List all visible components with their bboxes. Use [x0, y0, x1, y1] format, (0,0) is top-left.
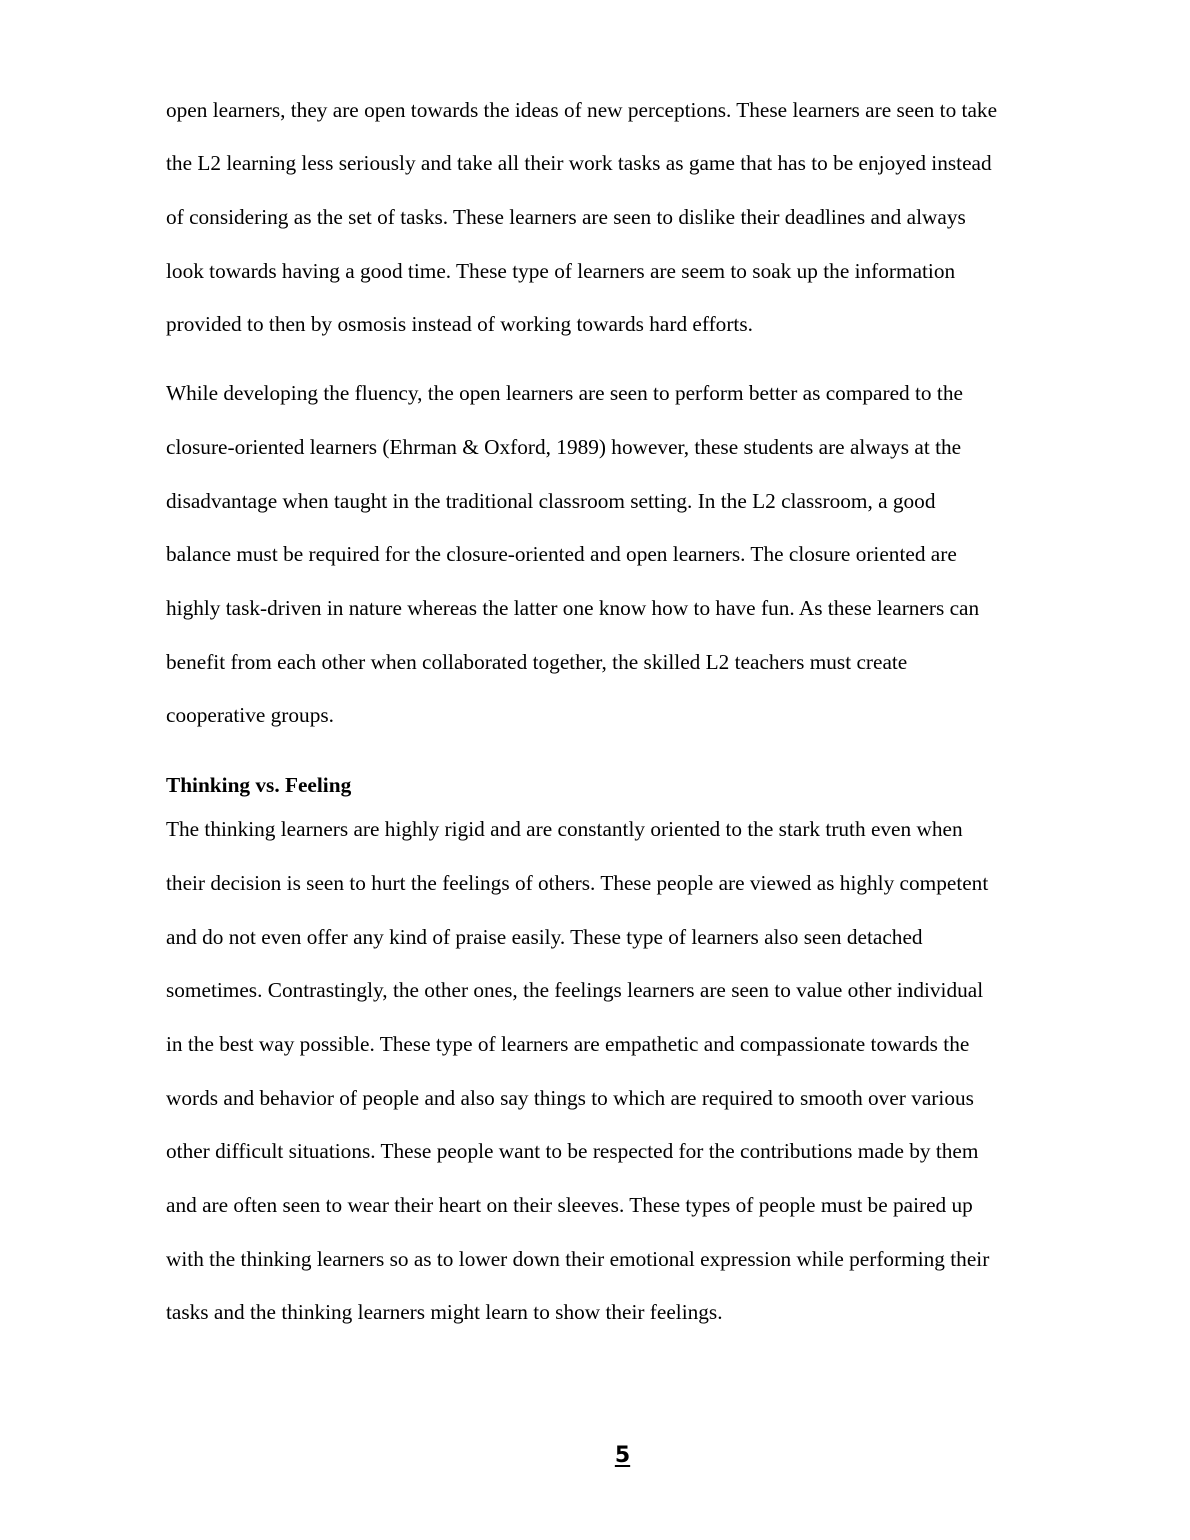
text-line: The thinking learners are highly rigid and are constantly oriented to the stark truth even when: [166, 817, 963, 841]
text-line: in the best way possible. These type of learners are empathetic and compassionate towards the: [166, 1032, 970, 1056]
text-line: their decision is seen to hurt the feelings of others. These people are viewed as highly competent: [166, 871, 989, 895]
text-line: and do not even offer any kind of praise easily. These type of learners also seen detached: [166, 925, 923, 949]
text-line: highly task-driven in nature whereas the latter one know how to have fun. As these learners can: [166, 596, 980, 620]
text-line: tasks and the thinking learners might learn to show their feelings.: [166, 1300, 723, 1324]
text-line: While developing the fluency, the open learners are seen to perform better as compared to the: [166, 381, 963, 405]
text-line: disadvantage when taught in the traditional classroom setting. In the L2 classroom, a good: [166, 489, 936, 513]
section-heading: Thinking vs. Feeling: [166, 773, 352, 797]
text-line: closure-oriented learners (Ehrman & Oxford, 1989) however, these students are always at the: [166, 435, 962, 459]
text-line: cooperative groups.: [166, 703, 334, 727]
text-line: benefit from each other when collaborated together, the skilled L2 teachers must create: [166, 650, 908, 674]
text-line: other difficult situations. These people want to be respected for the contributions made by them: [166, 1139, 979, 1163]
text-line: look towards having a good time. These type of learners are seem to soak up the information: [166, 259, 956, 283]
text-line: with the thinking learners so as to lower down their emotional expression while performing their: [166, 1247, 990, 1271]
text-line: the L2 learning less seriously and take all their work tasks as game that has to be enjoyed instead: [166, 151, 992, 175]
text-line: open learners, they are open towards the ideas of new perceptions. These learners are seen to take: [166, 98, 998, 122]
text-line: sometimes. Contrastingly, the other ones, the feelings learners are seen to value other individual: [166, 978, 984, 1002]
text-line: of considering as the set of tasks. These learners are seen to dislike their deadlines and always: [166, 205, 966, 229]
text-line: and are often seen to wear their heart on their sleeves. These types of people must be paired up: [166, 1193, 973, 1217]
text-line: balance must be required for the closure-oriented and open learners. The closure oriented are: [166, 542, 957, 566]
text-line: words and behavior of people and also say things to which are required to smooth over various: [166, 1086, 974, 1110]
page-number: 5: [614, 1443, 631, 1468]
text-line: provided to then by osmosis instead of working towards hard efforts.: [166, 312, 753, 336]
